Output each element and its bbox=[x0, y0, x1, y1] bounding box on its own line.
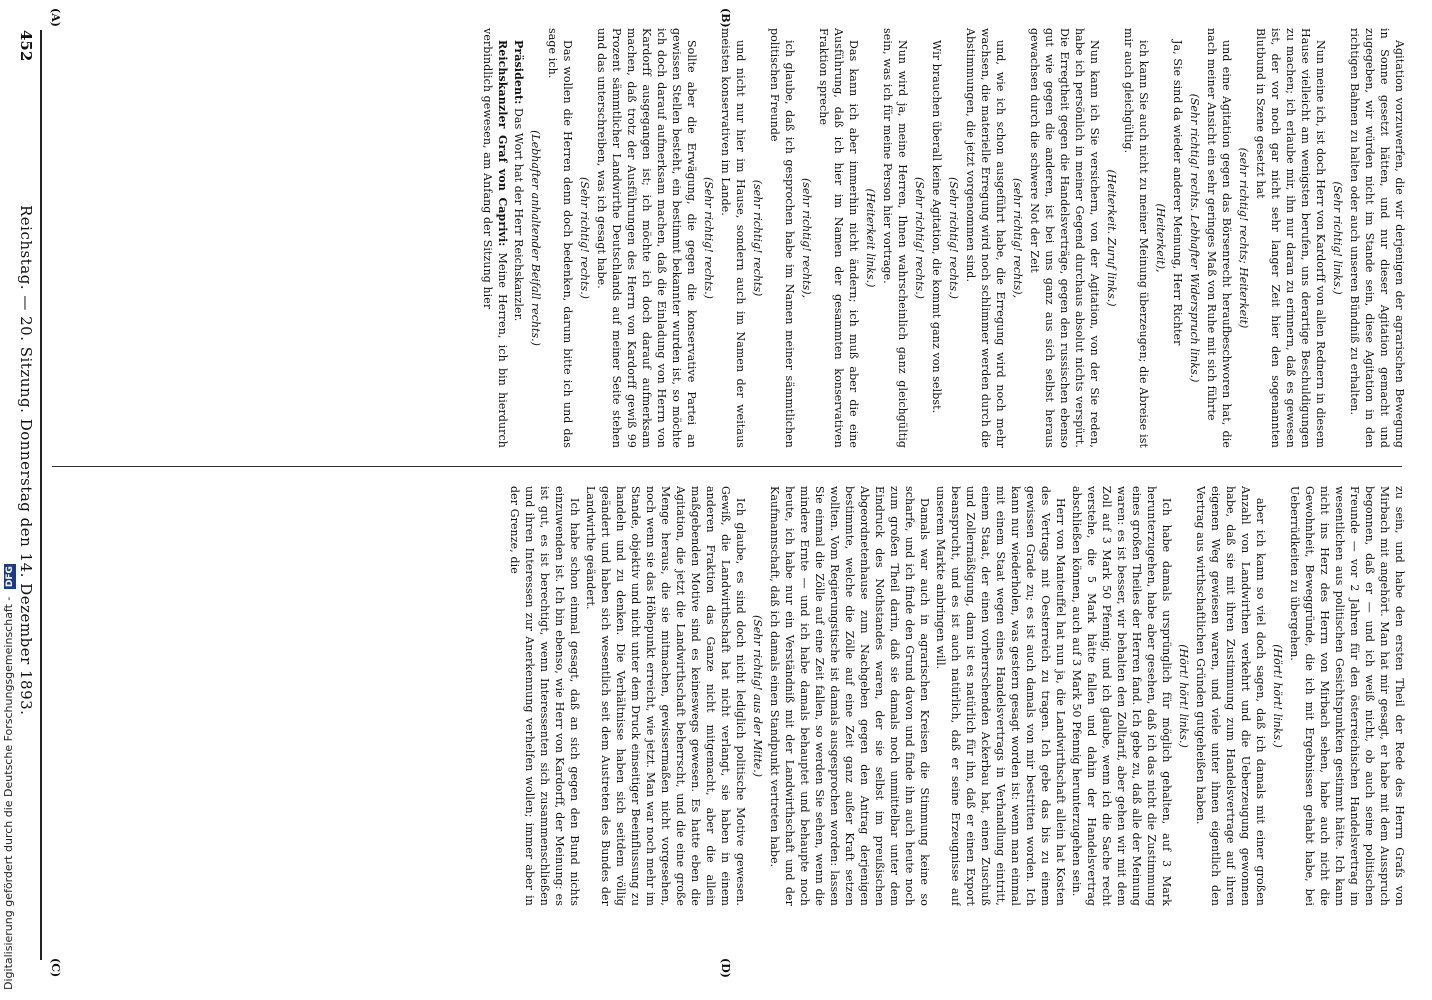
body-paragraph: Herr von Manteuffel hat nun ja, die Landwirthschaft allein hat Kosten des Vertrags mit Oesterreich zu tragen. Ich gebe das bis zu einem gewissen Grade zu; es ist auch damals von mir bestritten worden. Ich kann nur wiederholen, was gestern gesagt worden ist: wenn man einmal mit einem Staat wegen eines Handelsvertrags in Verhandlung eintritt, einem Staat, der einen vorherrschenden Ackerbau hat, einen Zuschuß und Zollermäßigung, dann ist es natürlich für ihn, daß er einen Export beansprucht, und es ist auch natürlich, daß er seine Erzeugnisse auf unserem Markte anbringen will. bbox=[934, 486, 1067, 906]
body-paragraph: ich kann Sie auch nicht zu meiner Meinung überzeugen; die Abreise ist mir auch gleichgültig. bbox=[1122, 28, 1150, 448]
credit-text: Digitalisierung gefördert durch die Deutsche Forschungsgemeinschaft - bbox=[2, 596, 15, 990]
speech-text: Das Wort hat der Herr Reichskanzler. bbox=[512, 108, 525, 322]
interjection: (Sehr richtig! rechts.) bbox=[578, 177, 591, 299]
body-paragraph: Agitation vorzuwerfen, die wir derjenigen der agrarischen Bewegung in Sonne gesetzt hätten, und nur dieser Agitation gemacht und zugegeben, wir würden nicht im Stande sein, diese Agitation in den richtigen Bahnen zu halten oder auch unseren Bündniß zu erhalten. bbox=[1348, 28, 1406, 448]
body-paragraph: Damals war auch in agrarischen Kreisen die Stimmung keine so scharfe, und ich finde den Grund davon und finde ihn auch heute noch zum großen Theil darin, daß sie damals noch unmittelbar unter dem Eindruck des Nothstandes waren, der sie selbst im preußischen Abgeordnetenhause zum Nachgeben gegen den Antrag derjenigen bestimmte, welche die Zölle auf eine Zeit ganz außer Kraft setzen wollten. Vom Regierungstische ist damals ausgesprochen worden: lassen Sie einmal die Zölle auf eine Zeit fallen, so werden Sie sehen, wenn die mindere Ernte — und ich habe damals behauptet und behaupte noch heute, ich habe nur ein Verständniß mit der Landwirthschaft und der Kaufmannschaft, daß ich damals einen Standpunkt vertreten habe. bbox=[768, 486, 931, 906]
speaker-paragraph bbox=[480, 28, 510, 448]
page-header bbox=[15, 30, 37, 960]
body-paragraph: Das kann ich aber immerhin nicht ändern; ich muß aber die eine Ausführung, daß ich hier im Namen der gesammten konservativen Fraktion spreche bbox=[817, 28, 860, 448]
right-column bbox=[52, 486, 1407, 906]
body-paragraph: Nun kann ich Sie versichern, von der Agitation, von der Sie reden, habe ich persönlich in meiner Gegend durchaus absolut nichts verspürt. Die Erregtheit gegen die Handelsverträge, gegen den russischen ebenso gut wie gegen die anderen, ist bei uns ganz aus sich selbst heraus gewachsen durch die schwere Not der Zeit bbox=[1028, 28, 1101, 448]
interjection: (sehr richtig! rechts) bbox=[751, 179, 764, 297]
body-paragraph: Wir brauchen überall keine Agitation, die kommt ganz von selbst. bbox=[930, 40, 943, 414]
interjection: (Heiterkeit links.) bbox=[864, 188, 877, 288]
header-rule bbox=[40, 30, 42, 960]
speaker-paragraph bbox=[511, 28, 526, 448]
interjection: (Sehr richtig! rechts. Lebhafter Widerspruch links.) bbox=[1188, 93, 1201, 383]
margin-marker-a: (A) bbox=[49, 8, 62, 27]
interjection: (Heiterkeit. Zuruf links.) bbox=[1105, 169, 1118, 307]
body-paragraph: Ich glaube, es sind doch nicht lediglich politische Motive gewesen. Gewiß, die Landwirthschaft hat nicht verlangt, sie haben in einem anderen Fraktion das Ganze nicht mitgemacht, aber die allein maßgebenden Motive sind es keineswegs gewesen. Es hatte eben die Agitation, die jetzt die Landwirthschaft beherrscht, und die eine große Menge heraus, die sie mitmachen, gewissermaßen nicht vorgesehen, noch wenn sie das Höhepunkt erreicht, wie jetzt. Man war noch mehr im Stande, objektiv und nicht unter dem Druck einseitiger Beeinflussung zu handeln und zu denken. Die Verhältnisse haben sich seitdem völlig geändert und haben sich wesentlich seit dem Austreten des Bundes der Landwirthe geändert. bbox=[584, 486, 747, 906]
body-paragraph: und nicht nur hier im Hause, sondern auch im Namen der weitaus meisten konservativen im Lande. bbox=[719, 28, 747, 448]
body-paragraph: Ja, Sie sind da wieder anderer Meinung, Herr Richter bbox=[1171, 40, 1184, 346]
interjection: (sehr richtig! rechts), bbox=[800, 177, 813, 299]
body-paragraph: Ich habe damals ursprünglich für möglich gehalten, auf 3 Mark herunterzugehen, habe aber gesehen, daß ich das nicht die Zustimmung eines großen Theiles der Herren fand. Ich gebe zu, daß alle der Meinung waren: es ist besser, wir behalten den Zolltarif, aber gehen wir mit dem Zoll auf 3 Mark 50 Pfennig; und ich glaube, wenn ich die Sache recht verstehe, die 5 Mark hätte fallen und dahin der Handelsvertrag abschließen können, auch auf 3 Mark 50 Pfennig herunterzugehen sein. bbox=[1070, 486, 1173, 906]
body-paragraph: Ich habe schon einmal gesagt, daß an sich gegen den Bund nichts einzuwenden ist. Ich bin ebenso, wie Herr von Kardorff, der Meinung: es ist gut, es ist berechtigt, wenn Interessenten sich zusammenschließen und ihren Interessen zur Anerkennung verhelfen wollen; immer aber in der Grenze, die bbox=[508, 486, 581, 906]
speech-text: Meine Herren, ich bin hierdurch verbindlich gewesen, am Anfang der Sitzung hier bbox=[481, 28, 509, 448]
speaker-name: Präsident: bbox=[512, 40, 525, 105]
interjection: (Sehr richtig! rechts.) bbox=[702, 177, 715, 299]
body-paragraph: aber ich kann so viel doch sagen, daß ich damals mit einer großen Anzahl von Landwirthen verkehrt und die Ueberzeugung gewonnen habe, daß sie mit ihren Zustimmung zum Handelsvertrage auf ihren eigenen Weg gewiesen waren, und viele unter ihnen eigentlich den Vertrag aus wirthschaftlichen Gründen gutgeheißen haben. bbox=[1194, 486, 1267, 906]
interjection: (Lebhafter anhaltender Beifall rechts.) bbox=[529, 130, 542, 346]
left-column bbox=[52, 28, 1407, 448]
interjection: (sehr richtig! rechts; Heiterkeit) bbox=[1237, 147, 1250, 329]
interjection: (Sehr richtig! links.) bbox=[1331, 181, 1344, 295]
column-divider bbox=[52, 466, 1402, 467]
body-paragraph: Das wollen die Herren denn doch bedenken, darum bitte ich und das sage ich. bbox=[546, 28, 574, 448]
interjection: (Hört! hört! links.) bbox=[1177, 644, 1190, 748]
dfg-logo: DFG bbox=[5, 566, 15, 588]
interjection: (Heiterkeit), bbox=[1154, 203, 1167, 273]
interjection: (Hört! hört! links.) bbox=[1271, 644, 1284, 748]
interjection: (Sehr richtig! rechts.) bbox=[913, 177, 926, 299]
body-paragraph: ich glaube, daß ich gesprochen habe im Namen meiner sämmtlichen politischen Freunde bbox=[768, 28, 796, 448]
body-paragraph: zu sein, und habe den ersten Theil der Rede des Herrn Grafs von Mirbach mit angehört. Man hat mir gesagt, er habe mit dem Ausspruch begonnen, daß er — und ich weiß nicht, ob auch seine politischen Freunde — vor 2 Jahren für den österreichischen Handelsvertrag im wesentlichen aus politischen Gesichtspunkten gestimmt hätte. Ich kann nicht ins Herz des Herrn von Mirbach sehen, habe auch nicht die Gewohnheit, Beweggründe, die ich mit Ergebnissen gehabt habe, bei Ueberrüdkeiten zu übergehen. bbox=[1288, 486, 1406, 906]
page-number: 452 bbox=[17, 30, 35, 62]
margin-marker-b: (B) bbox=[719, 8, 732, 28]
body-paragraph: Nun meine ich, ist doch Herr von Kardorff von allen Rednern in diesem Hause vielleicht am wenigsten berufen, uns derartige Beschuldigungen zu machen; ich erlaube mir, ihn nur daran zu erinnern, daß es gewesen ist, der vor noch gar nicht sehr langer Zeit hier den sogenannten Blutbund in Szene gesetzt hat bbox=[1254, 28, 1327, 448]
speaker-name: Reichskanzler Graf von Caprivi: bbox=[496, 40, 509, 247]
body-paragraph: und eine Agitation gegen das Börsenrecht heraufbeschworen hat, die nach meiner Ansicht ein sehr geringes Maß von Ruhe mit sich führte bbox=[1205, 28, 1233, 448]
interjection: (sehr richtig! rechts), bbox=[1011, 177, 1024, 299]
margin-marker-c: (C) bbox=[49, 958, 62, 978]
body-paragraph: und, wie ich schon ausgeführt habe, die Erregung wird noch mehr wachsen, die materielle Erregung wird noch schlimmer werden durch die Abstimmungen, die jetzt vorgenommen sind. bbox=[964, 28, 1007, 448]
body-paragraph: Nun wird ja, meine Herren, Ihnen wahrscheinlich ganz gleichgültig sein, was ich für meine Person hier vortrage. bbox=[881, 28, 909, 448]
interjection: (Sehr richtig! rechts.) bbox=[947, 177, 960, 299]
running-title: Reichstag. — 20. Sitzung. Donnerstag den 14. Dezember 1893. bbox=[17, 205, 35, 716]
margin-marker-d: (D) bbox=[719, 958, 732, 978]
interjection: (Sehr richtig! aus der Mitte.) bbox=[751, 614, 764, 778]
digitization-credit bbox=[0, 0, 18, 1000]
body-paragraph: Sollte aber die Erwägung, die gegen die konservative Partei an gewissen Stellen besteht, ein bestimmt bekannter wurden ist, so möchte ich doch darauf aufmerksam machen, daß die Einladung von Herrn von Kardorff ausgegangen ist; ich möchte ich doch darauf aufmerksam machen, daß trotz der Ausführungen des Herrn von Kardorff gewiß 99 Prozent sämmtlicher Landwirthe Deutschlands auf meiner Seite stehen und das unterschreiben, was ich gesagt habe. bbox=[595, 28, 698, 448]
